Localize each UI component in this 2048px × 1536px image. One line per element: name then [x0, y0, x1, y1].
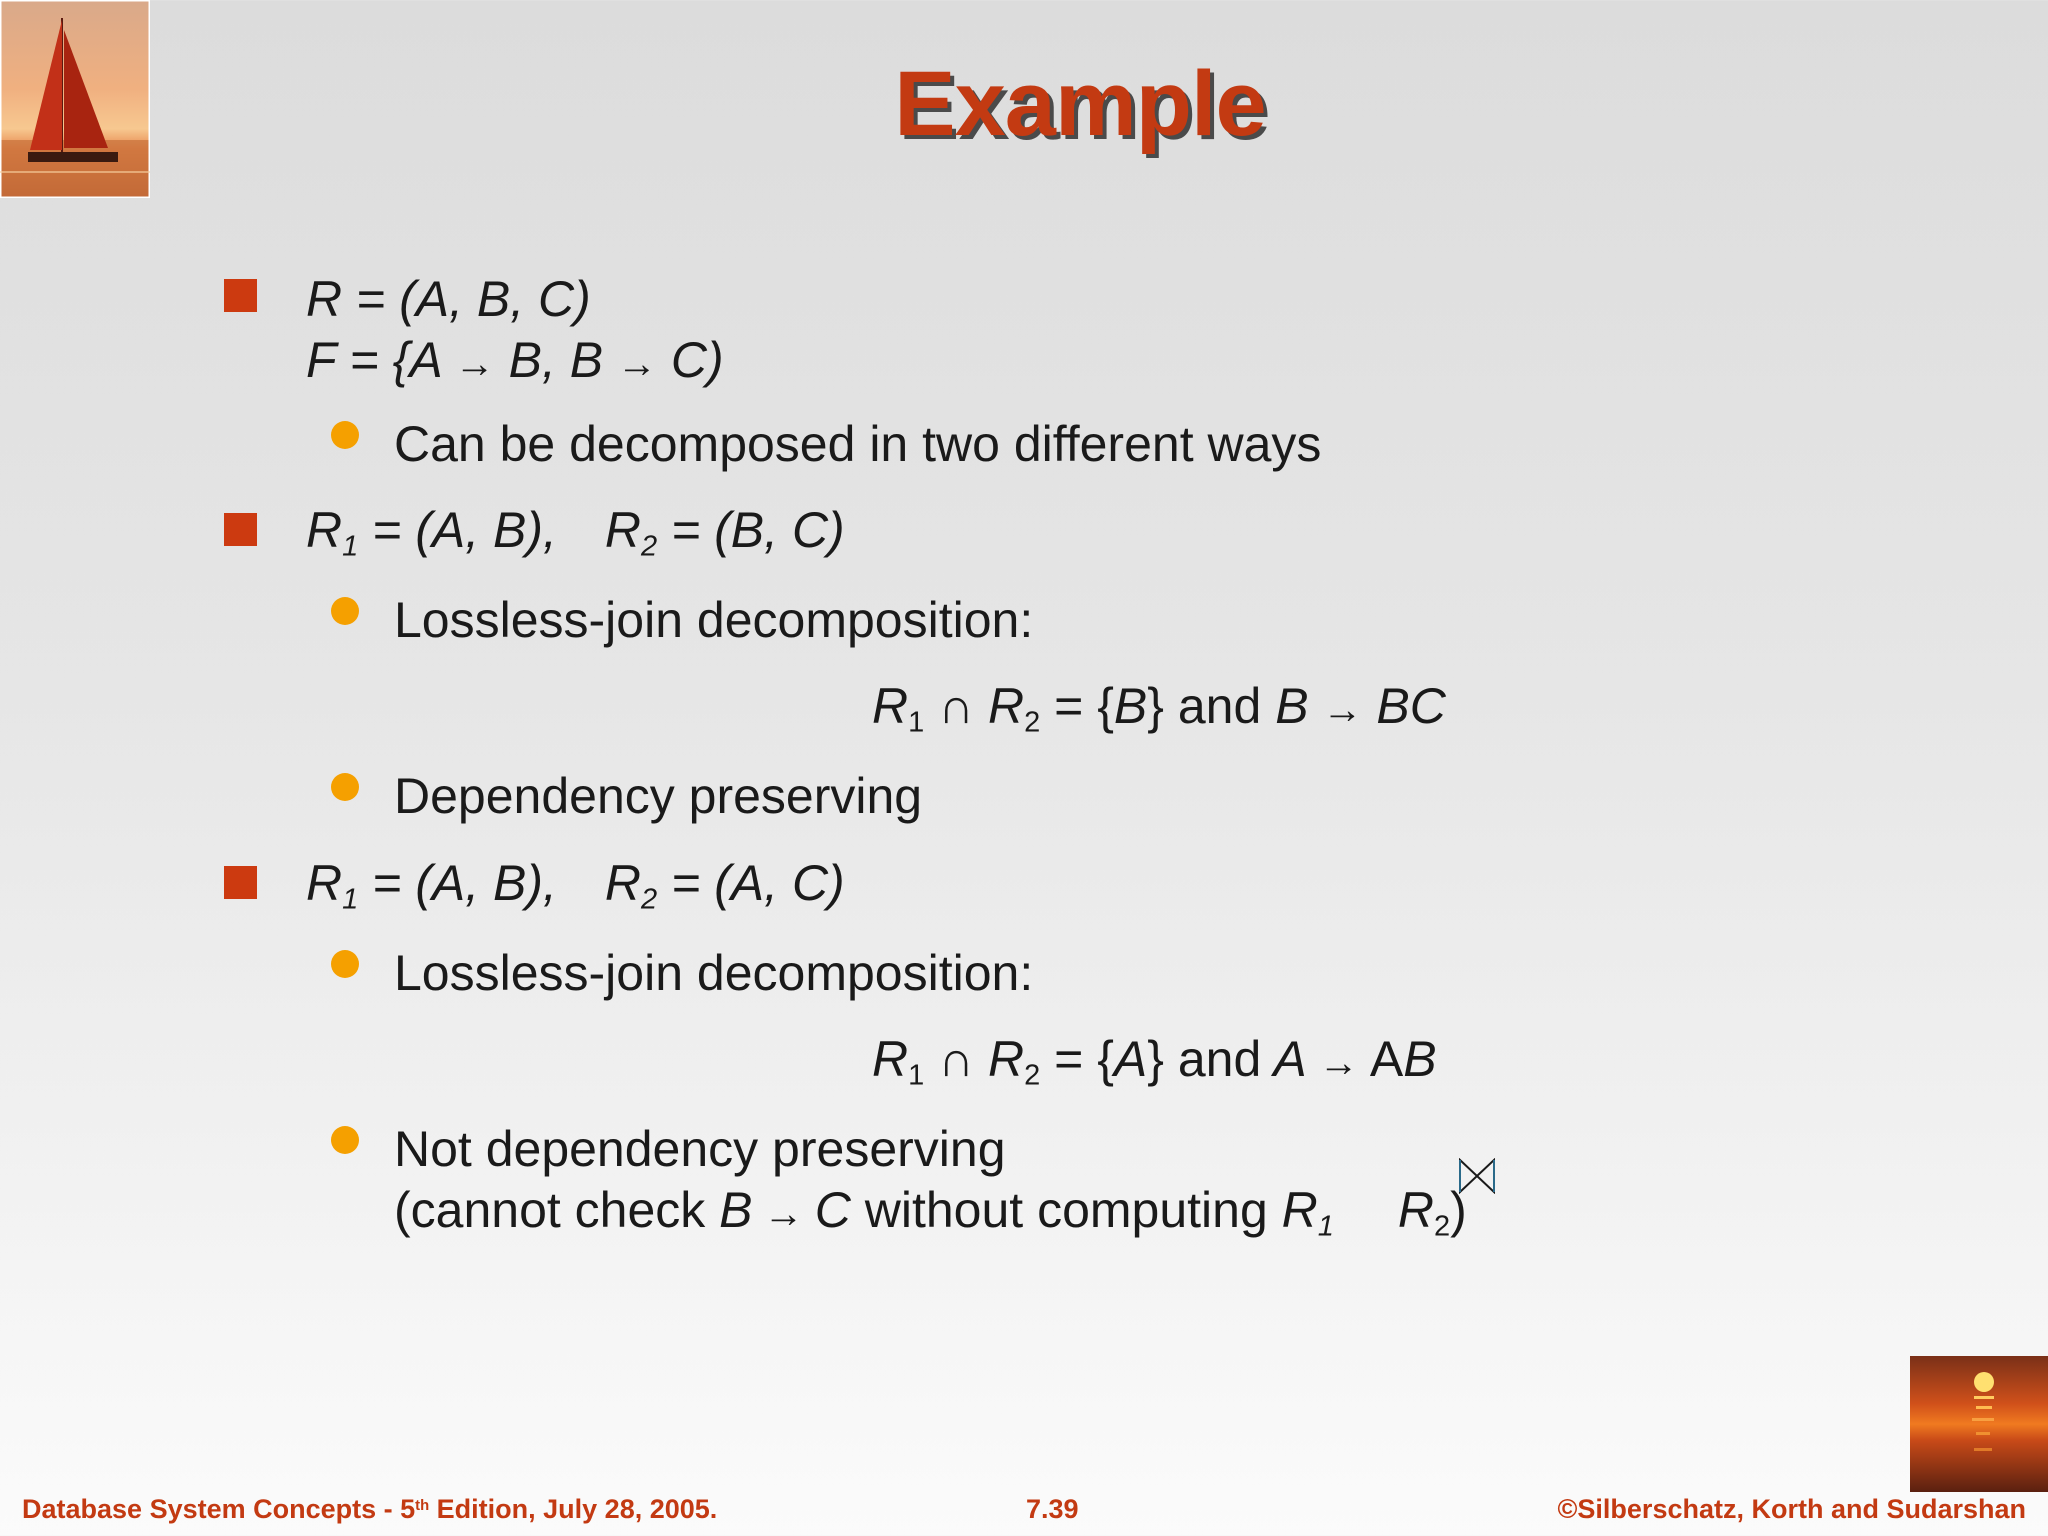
- r2-attrs: = (B, C): [657, 502, 845, 558]
- round-bullet: [331, 773, 359, 801]
- r2-symbol: R: [987, 1031, 1025, 1087]
- relation-r-line: [306, 269, 591, 329]
- round-bullet: [331, 421, 359, 449]
- sub-bullet-text: Can be decomposed in two different ways: [394, 416, 1322, 472]
- round-bullet: [331, 1126, 359, 1154]
- sub-bullet-text: Lossless-join decomposition:: [394, 592, 1034, 648]
- arrow-icon: →: [454, 342, 495, 386]
- fd-rhs-b: B: [1403, 1031, 1437, 1087]
- decomposition-1-line: [306, 500, 845, 563]
- fd-lhs: B: [1261, 678, 1323, 734]
- r1-attrs: = (A, B),: [358, 502, 557, 558]
- r1-symbol: R: [1281, 1182, 1318, 1238]
- note-close: ): [1450, 1182, 1467, 1238]
- sub-2: 2: [641, 883, 658, 916]
- intersect-icon: ∩: [924, 678, 988, 734]
- fd-rhs-a: A: [1358, 1031, 1404, 1087]
- sub-bullet-text: Dependency preserving: [394, 768, 923, 824]
- sub-2: 2: [1434, 1210, 1451, 1243]
- sub-2: 2: [1024, 1059, 1041, 1092]
- arrow-icon: →: [752, 1192, 815, 1236]
- r2-symbol: R: [604, 855, 642, 911]
- sub-1: 1: [342, 883, 359, 916]
- fd-lhs: A: [1261, 1031, 1319, 1087]
- sub-2: 2: [641, 530, 658, 563]
- natural-join-icon: [1458, 1158, 1496, 1194]
- footer-title-sup: th: [415, 1497, 430, 1514]
- arrow-icon: →: [1318, 1041, 1359, 1085]
- r1-symbol: R: [872, 678, 909, 734]
- eq-open: = {: [1040, 1031, 1114, 1087]
- eq-open: = {: [1040, 678, 1114, 734]
- r1-symbol: R: [306, 855, 343, 911]
- square-bullet: [224, 513, 257, 546]
- sunset-picture: [1910, 1356, 2048, 1492]
- r2-symbol: R: [987, 678, 1025, 734]
- attr-c: C: [814, 1182, 851, 1238]
- attr-a: A: [1113, 1031, 1148, 1087]
- f-mid: B, B: [494, 332, 617, 388]
- attr-b: B: [719, 1182, 753, 1238]
- f-open: = {A: [335, 332, 455, 388]
- round-bullet: [331, 597, 359, 625]
- r1-attrs: = (A, B),: [358, 855, 557, 911]
- sub-1: 1: [342, 530, 359, 563]
- footer-title-date: Edition, July 28, 2005.: [429, 1494, 718, 1524]
- lossless-formula-1: [872, 676, 1446, 740]
- sub-1: 1: [908, 706, 925, 739]
- sub-bullet-note: [394, 1180, 1467, 1244]
- square-bullet: [224, 279, 257, 312]
- r2-symbol: R: [604, 502, 642, 558]
- and-word: and: [1177, 1031, 1262, 1087]
- f-symbol: F: [306, 332, 336, 388]
- square-bullet: [224, 866, 257, 899]
- r-symbol: R: [306, 271, 343, 327]
- r1-symbol: R: [872, 1031, 909, 1087]
- footer-book-title: [22, 1494, 717, 1525]
- r2-attrs: = (A, C): [657, 855, 845, 911]
- intersect-icon: ∩: [924, 1031, 988, 1087]
- note-mid: without computing: [850, 1182, 1282, 1238]
- arrow-icon: →: [616, 342, 657, 386]
- sub-2: 2: [1024, 706, 1041, 739]
- sub-bullet-text: Lossless-join decomposition:: [394, 945, 1034, 1001]
- footer-slide-number: 7.39: [1026, 1494, 1079, 1524]
- attr-b: B: [1113, 678, 1148, 734]
- fd-set-line: [306, 330, 724, 394]
- arrow-icon: →: [1322, 688, 1363, 732]
- f-end: C): [656, 332, 724, 388]
- lossless-formula-2: [872, 1029, 1437, 1093]
- footer-title-main: Database System Concepts - 5: [22, 1494, 416, 1524]
- sub-1: 1: [908, 1059, 925, 1092]
- slide-title: Example: [894, 53, 1266, 155]
- r2-symbol: R: [1397, 1182, 1435, 1238]
- and-word: and: [1177, 678, 1262, 734]
- r-attrs: = (A, B, C): [342, 271, 591, 327]
- round-bullet: [331, 950, 359, 978]
- sub-1: 1: [1317, 1210, 1334, 1243]
- r1-symbol: R: [306, 502, 343, 558]
- fd-rhs: BC: [1362, 678, 1446, 734]
- brace-close: }: [1147, 678, 1178, 734]
- brace-close: }: [1147, 1031, 1178, 1087]
- sub-bullet-text: Not dependency preserving: [394, 1121, 1006, 1177]
- footer-copyright: ©Silberschatz, Korth and Sudarshan: [1557, 1494, 2026, 1524]
- note-open: (cannot check: [394, 1182, 720, 1238]
- decomposition-2-line: [306, 853, 845, 916]
